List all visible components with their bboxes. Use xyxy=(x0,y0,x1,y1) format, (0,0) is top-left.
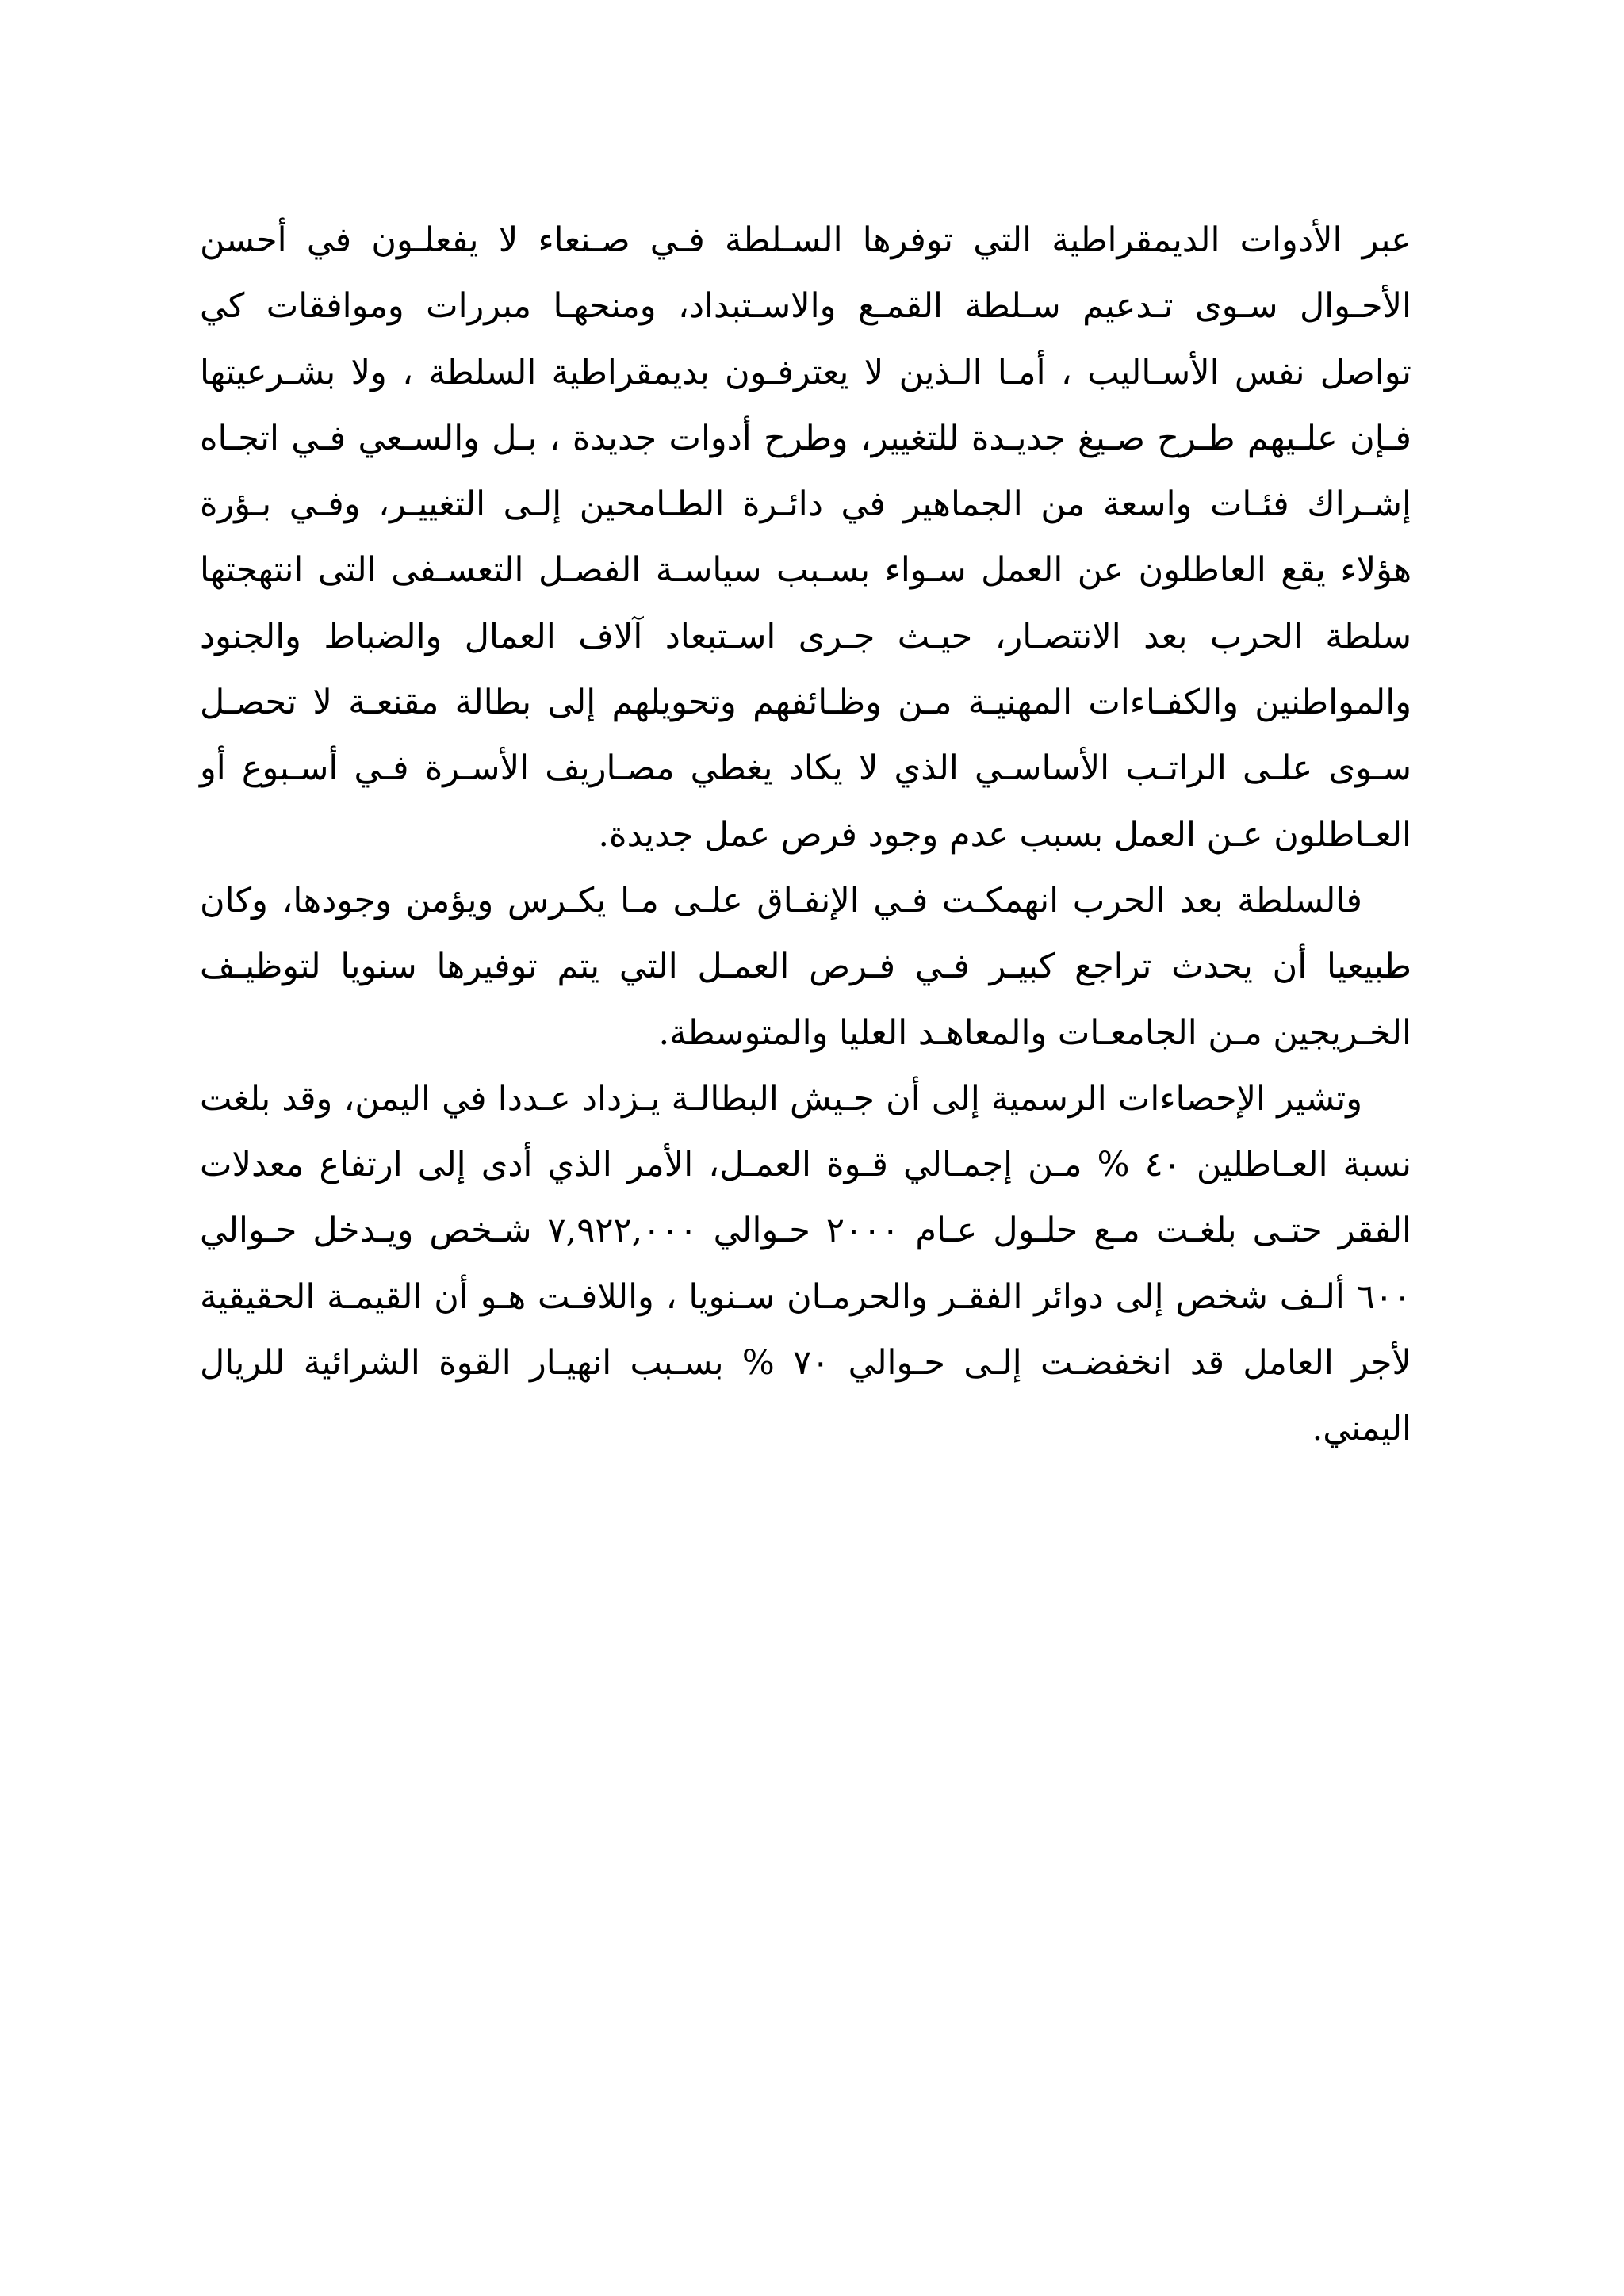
body-text xyxy=(200,208,1411,1463)
paragraph-2: فالسلطة بعد الحرب انهمكـت فـي الإنفـاق علـى مـا يكـرس ويؤمن وجودها، وكان طبيعيا أن يحدث تراجع كبيـر فـي فـرص العمـل التي يتم توفيرها سنويا لتوظيـف الخـريجين مـن الجامعـات والمعاهـد العليا والمتوسطة. xyxy=(200,880,1411,1053)
paragraph-3: وتشير الإحصاءات الرسمية إلى أن جـيش البطالـة يـزداد عـددا في اليمن، وقد بلغت نسبة العـاطلين ٤٠ % مـن إجمـالي قـوة العمـل، الأمر الذي أدى إلى ارتفاع معدلات الفقر حتـى بلغـت مـع حلـول عـام ٢٠٠٠ حـوالي ٧,٩٢٢,٠٠٠ شـخص ويـدخل حـوالي ٦٠٠ ألـف شخص إلى دوائر الفقـر والحرمـان سـنويا ، واللافـت هـو أن القيمـة الحقيقية لأجر العامل قد انخفضـت إلـى حـوالي ٧٠ % بسـبب انهيـار القوة الشرائية للريال اليمني. xyxy=(200,1078,1411,1449)
paragraph-1: عبر الأدوات الديمقراطية التي توفرها السـلطة فـي صـنعاء لا يفعلـون في أحسن الأحـوال سـوى تـدعيم سـلطة القمـع والاسـتبداد، ومنحهـا مبررات وموافقات كي تواصل نفس الأسـاليب ، أمـا الـذين لا يعترفـون بديمقراطية السلطة ، ولا بشـرعيتها فـإن علـيهم طـرح صـيغ جديـدة للتغيير، وطرح أدوات جديدة ، بـل والسـعي فـي اتجـاه إشـراك فئـات واسعة من الجماهير في دائـرة الطـامحين إلـى التغييـر، وفـي بـؤرة هؤلاء يقع العاطلون عن العمل سـواء بسـبب سياسـة الفصـل التعسـفى التى انتهجتها سلطة الحرب بعد الانتصـار، حيـث جـرى اسـتبعاد آلاف العمال والضباط والجنود والمواطنين والكفـاءات المهنيـة مـن وظـائفهم وتحويلهم إلى بطالة مقنعـة لا تحصـل سـوى علـى الراتـب الأساسـي الذي لا يكاد يغطي مصـاريف الأسـرة فـي أسـبوع أو العـاطلون عـن العمل بسبب عدم وجود فرص عمل جديدة. xyxy=(200,220,1411,855)
